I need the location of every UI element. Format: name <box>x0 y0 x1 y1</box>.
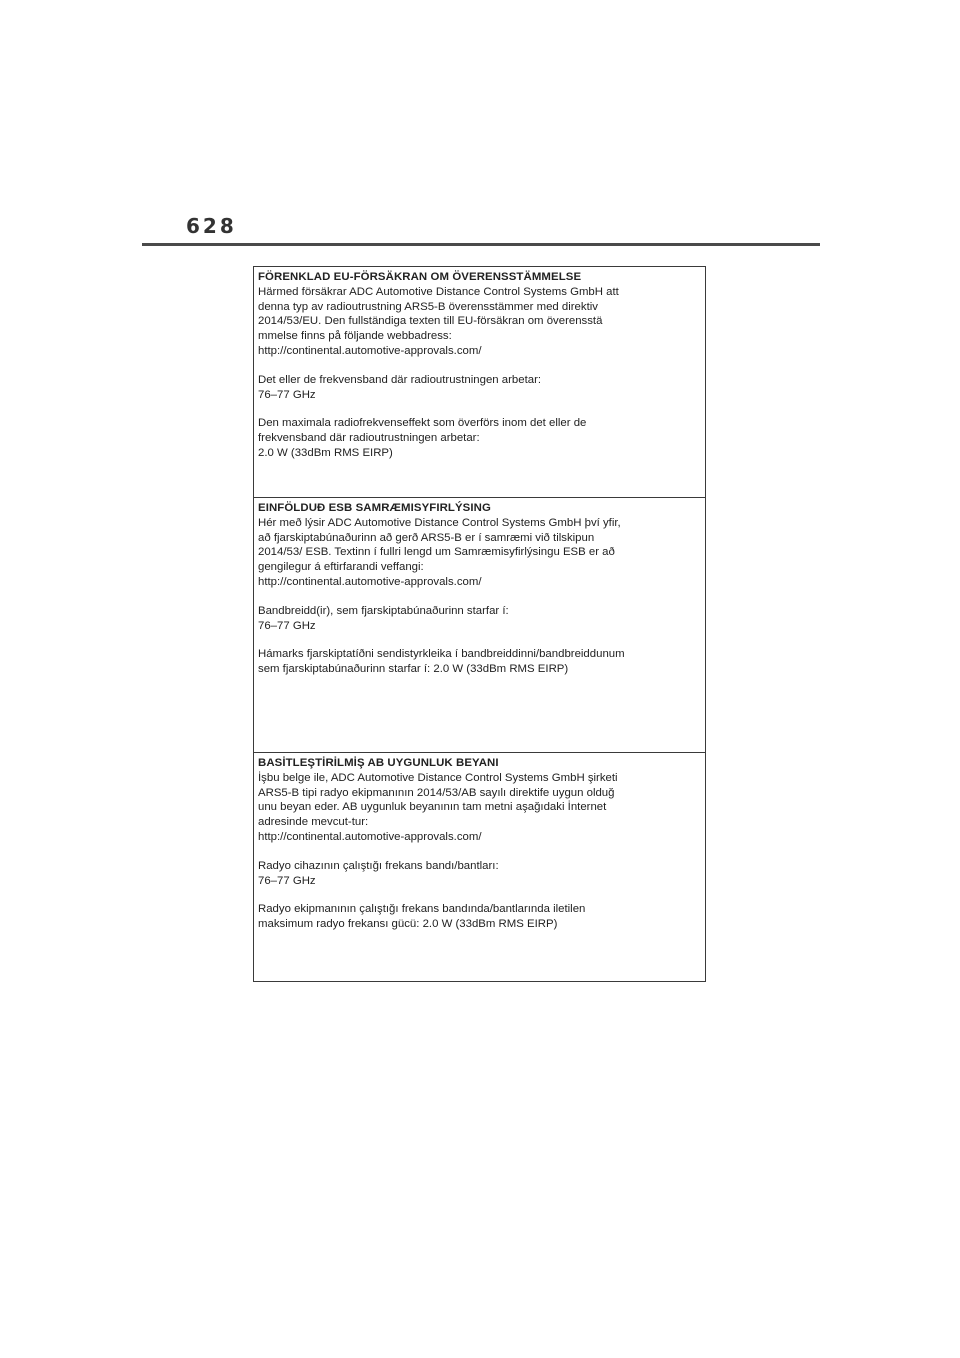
page-number: 628 <box>186 214 237 238</box>
section-title-turkish: BASİTLEŞTİRİLMİŞ AB UYGUNLUK BEYANI <box>258 757 499 769</box>
section-swedish <box>254 267 705 497</box>
paragraph-gap <box>258 845 701 859</box>
declaration-text-swedish: Härmed försäkrar ADC Automotive Distance Control Systems GmbH att denna typ av radioutrustning ARS5-B överensstämmer med direktiv 2014/53/EU. Den fullständiga texten till EU-försäkran om överensstä mmelse finns på följande webbadress: http://continental.automotive-approvals.com/ <box>258 285 619 357</box>
max-power-text-turkish: Radyo ekipmanının çalıştığı frekans bandında/bantlarında iletilen maksimum radyo frekansı gücü: 2.0 W (33dBm RMS EIRP) <box>258 903 586 931</box>
paragraph-gap <box>258 888 701 902</box>
frequency-band-text-icelandic: Bandbreidd(ir), sem fjarskiptabúnaðurinn starfar í: 76–77 GHz <box>258 604 509 632</box>
section-title-icelandic: EINFÖLDUÐ ESB SAMRÆMISYFIRLÝSING <box>258 502 491 514</box>
max-power-text-swedish: Den maximala radiofrekvenseffekt som överförs inom det eller de frekvensband där radioutrustningen arbetar: 2.0 W (33dBm RMS EIRP) <box>258 417 587 459</box>
declaration-box <box>253 266 706 982</box>
paragraph-gap <box>258 590 701 604</box>
section-title-swedish: FÖRENKLAD EU-FÖRSÄKRAN OM ÖVERENSSTÄMMELSE <box>258 271 582 283</box>
max-power-text-icelandic: Hámarks fjarskiptatíðni sendistyrkleika í bandbreiddinni/bandbreiddunum sem fjarskiptabúnaðurinn starfar í: 2.0 W (33dBm RMS EIRP) <box>258 648 625 676</box>
header-divider <box>142 243 820 246</box>
declaration-text-turkish: İşbu belge ile, ADC Automotive Distance Control Systems GmbH şirketi ARS5-B tipi radyo ekipmanının 2014/53/AB sayılı direktife uygun olduğ unu beyan eder. AB uygunluk beyanının tam metni aşağıdaki İnternet adresinde mevcut-tur: http://continental.automotive-approvals.com/ <box>258 771 618 843</box>
section-icelandic <box>254 497 705 752</box>
frequency-band-text-turkish: Radyo cihazının çalıştığı frekans bandı/bantları: 76–77 GHz <box>258 859 499 887</box>
box-bottom-border <box>253 981 706 982</box>
section-turkish <box>254 752 705 983</box>
frequency-band-text-swedish: Det eller de frekvensband där radioutrustningen arbetar: 76–77 GHz <box>258 373 542 401</box>
declaration-text-icelandic: Hér með lýsir ADC Automotive Distance Control Systems GmbH því yfir, að fjarskiptabúnaðurinn að gerð ARS5-B er í samræmi við tilskipun 2014/53/ ESB. Textinn í fullri lengd um Samræmisyfirlýsingu ESB er að gengilegur á eftirfarandi veffangi: http://continental.automotive-approvals.com/ <box>258 516 621 588</box>
paragraph-gap <box>258 359 701 373</box>
paragraph-gap <box>258 633 701 647</box>
paragraph-gap <box>258 402 701 416</box>
